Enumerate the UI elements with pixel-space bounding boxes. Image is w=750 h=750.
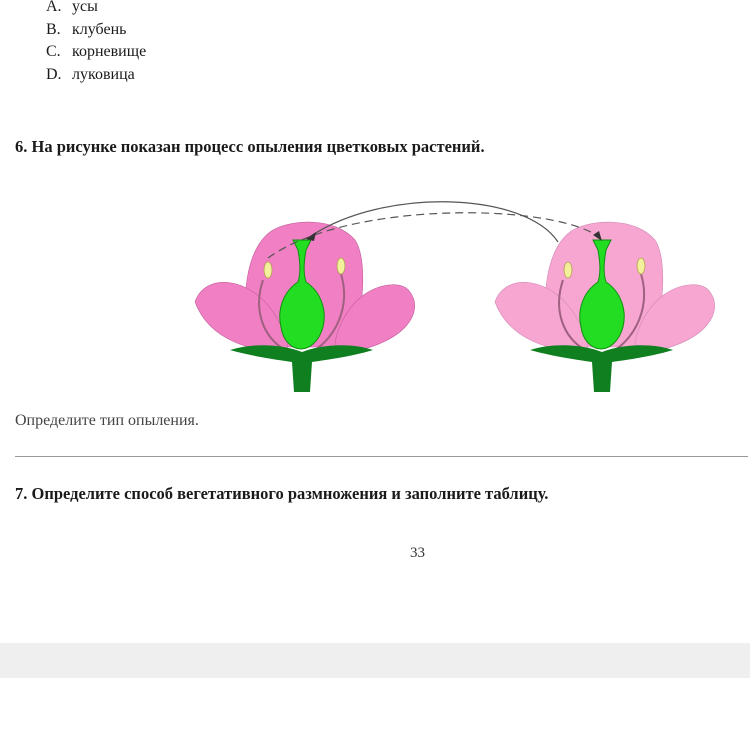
page-gap (0, 643, 750, 678)
right-sepals (530, 345, 673, 392)
left-flower (195, 222, 415, 392)
option-c[interactable] (46, 41, 146, 64)
left-anther (337, 258, 345, 274)
option-b[interactable] (46, 19, 146, 42)
option-text: клубень (72, 20, 127, 38)
right-anther (564, 262, 572, 278)
option-text: усы (72, 0, 98, 15)
option-d[interactable] (46, 64, 146, 87)
option-a[interactable] (46, 0, 146, 19)
option-letter: B. (46, 20, 61, 38)
page-number: 33 (410, 545, 425, 561)
answer-line[interactable] (15, 456, 748, 457)
pollination-figure (185, 192, 725, 402)
option-text: корневище (72, 43, 147, 60)
answer-options (46, 0, 146, 86)
right-flower (495, 222, 715, 392)
option-letter: C. (46, 43, 61, 60)
instruction-text: Определите тип опыления. (15, 412, 199, 429)
left-anther (264, 262, 272, 278)
option-letter: A. (46, 0, 62, 15)
left-sepals (230, 345, 373, 392)
right-anther (637, 258, 645, 274)
option-letter: D. (46, 65, 62, 83)
question-6-title: 6. На рисунке показан процесс опыления цветковых растений. (15, 137, 485, 156)
question-7-title: 7. Определите способ вегетативного размножения и заполните таблицу. (15, 484, 549, 503)
option-text: луковица (72, 65, 135, 83)
